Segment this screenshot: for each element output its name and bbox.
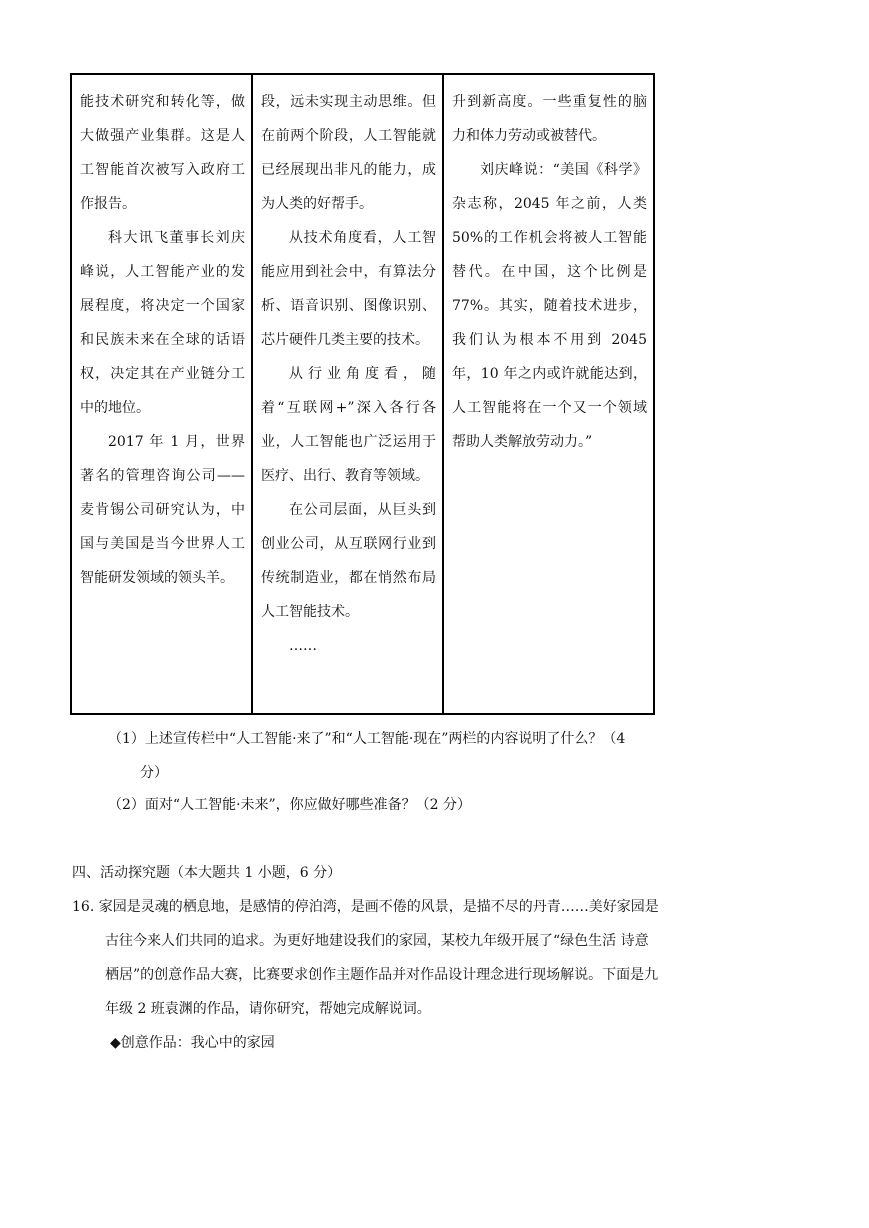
col1-paragraph-3: 2017 年 1 月，世界著名的管理咨询公司——麦肯锡公司研究认为，中国与美国是当今世界人工智能研发领域的领头羊。 — [80, 434, 245, 586]
question-16-line-4: 年级 2 班袁渊的作品，请你研究，帮她完成解说词。 — [105, 1001, 431, 1017]
col2-paragraph-3: 从行业角度看，随着“互联网+”深入各行各业，人工智能也广泛运用于医疗、出行、教育等领域。 — [261, 366, 436, 484]
table-row — [71, 74, 654, 714]
question-16-line-2: 古往今来人们共同的追求。为更好地建设我们的家园，某校九年级开展了“绿色生活 诗意 — [105, 933, 649, 949]
col2-paragraph-4: 在公司层面，从巨头到创业公司，从互联网行业到传统制造业，都在悄然布局人工智能技术。 — [261, 502, 436, 620]
col2-paragraph-2: 从技术角度看，人工智能应用到社会中，有算法分析、语音识别、图像识别、芯片硬件几类主要的技术。 — [261, 230, 436, 348]
col2-paragraph-1: 段，远未实现主动思维。但在前两个阶段，人工智能就已经展现出非凡的能力，成为人类的好帮手。 — [261, 94, 436, 212]
col3-paragraph-1: 升到新高度。一些重复性的脑力和体力劳动或被替代。 — [452, 94, 647, 144]
question-16-line-3: 栖居”的创意作品大赛，比赛要求创作主题作品并对作品设计理念进行现场解说。下面是九 — [105, 967, 659, 983]
creative-work-bullet: ◆创意作品：我心中的家园 — [110, 1035, 275, 1051]
question-1-line-2: 分） — [140, 765, 168, 781]
section-4-heading: 四、活动探究题（本大题共 1 小题，6 分） — [72, 865, 342, 881]
col2-ellipsis: …… — [289, 638, 317, 654]
column-ai-now — [252, 74, 443, 714]
question-2: （2）面对“人工智能·未来”，你应做好哪些准备？（2 分） — [108, 797, 472, 813]
question-1-line-1: （1）上述宣传栏中“人工智能·来了”和“人工智能·现在”两栏的内容说明了什么？（4 — [108, 731, 626, 747]
question-16-line-1: 16. 家园是灵魂的栖息地，是感情的停泊湾，是画不倦的风景，是描不尽的丹青……美好家园是 — [72, 899, 659, 915]
col1-paragraph-2: 科大讯飞董事长刘庆峰说，人工智能产业的发展程度，将决定一个国家和民族未来在全球的话语权，决定其在产业链分工中的地位。 — [80, 230, 245, 416]
col3-paragraph-2: 刘庆峰说：“美国《科学》杂志称，2045 年之前，人类 50%的工作机会将被人工智能替代。在中国，这个比例是 77%。其实，随着技术进步，我们认为根本不用到 2045 年，10 年之内或许就能达到，人工智能将在一个又一个领域帮助人类解放劳动力。” — [452, 162, 647, 450]
col1-paragraph-1: 能技术研究和转化等，做大做强产业集群。这是人工智能首次被写入政府工作报告。 — [80, 94, 245, 212]
column-ai-arrived — [71, 74, 252, 714]
column-ai-future — [443, 74, 654, 714]
ai-bulletin-board-table — [70, 73, 655, 715]
